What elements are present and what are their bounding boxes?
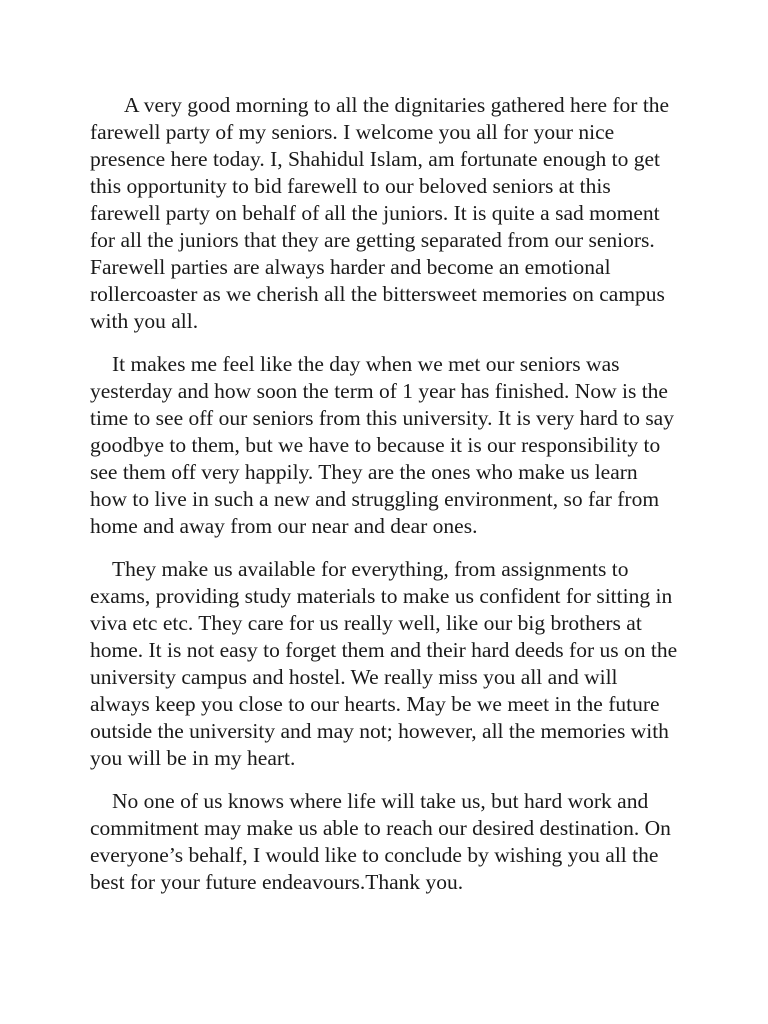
- paragraph-1: A very good morning to all the dignitaries gathered here for the farewell party of my seniors. I welcome you all for your nice presence here today. I, Shahidul Islam, am fortunate enough to get this opportunity to bid farewell to our beloved seniors at this farewell party on behalf of all the juniors. It is quite a sad moment for all the juniors that they are getting separated from our seniors. Farewell parties are always harder and become an emotional rollercoaster as we cherish all the bittersweet memories on campus with you all.: [90, 93, 670, 333]
- paragraph-3: They make us available for everything, from assignments to exams, providing study materials to make us confident for sitting in viva etc etc. They care for us really well, like our big brothers at home. It is not easy to forget them and their hard deeds for us on the university campus and hostel. We really miss you all and will always keep you close to our hearts. May be we meet in the future outside the university and may not; however, all the memories with you will be in my heart.: [90, 557, 678, 770]
- speech-body: [90, 92, 680, 912]
- paragraph-2: It makes me feel like the day when we met our seniors was yesterday and how soon the term of 1 year has finished. Now is the time to see off our seniors from this university. It is very hard to say goodbye to them, but we have to because it is our responsibility to see them off very happily. They are the ones who make us learn how to live in such a new and struggling environment, so far from home and away from our near and dear ones.: [90, 352, 674, 538]
- paragraph-4: No one of us knows where life will take us, but hard work and commitment may make us able to reach our desired destination. On everyone’s behalf, I would like to conclude by wishing you all the best for your future endeavours.Thank you.: [90, 789, 671, 894]
